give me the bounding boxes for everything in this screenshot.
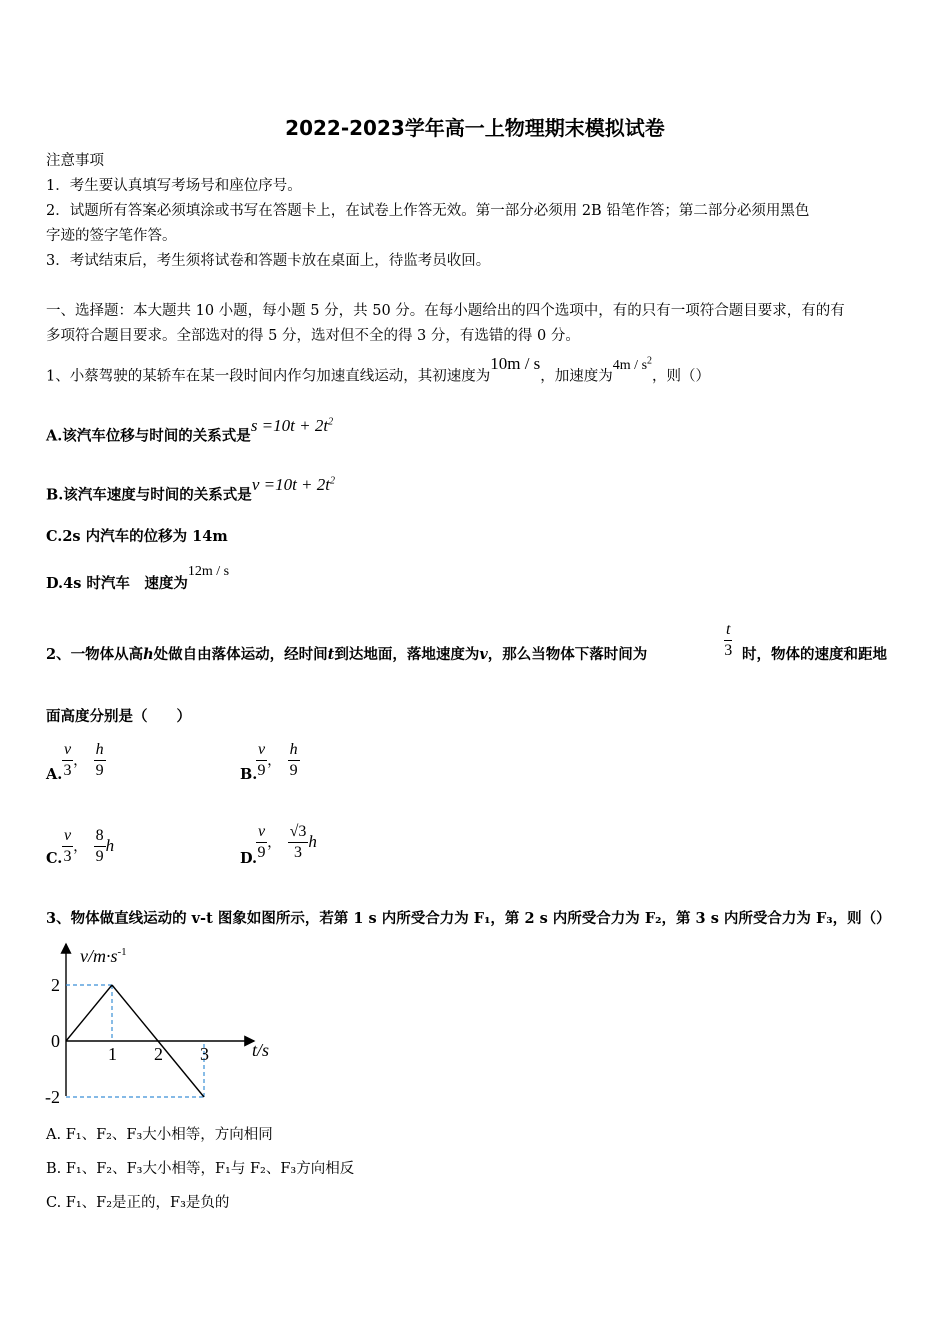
q1-acceleration: $4m / s^2$ — [612, 355, 653, 373]
page-title: 2022-2023学年高一上物理期末模拟试卷 — [285, 116, 665, 140]
q1-stem — [46, 353, 711, 390]
x-tick-label: 1 — [108, 1044, 117, 1064]
q2-option-b-label: B. — [240, 766, 258, 783]
q1-stem-b: ，加速度为 — [540, 368, 613, 385]
section-instructions-line-2: 多项符合题目要求。全部选对的得 5 分，选对但不全的得 3 分，有选错的得 0 分。 — [46, 328, 580, 344]
q1-option-a-formula: $s =10t + 2t^2$ — [250, 415, 334, 435]
notice-item-1: 1．考生要认真填写考场号和座位序号。 — [46, 178, 302, 194]
notice-heading: 注意事项 — [46, 153, 104, 169]
notice-item-2-line-1: 2．试题所有答案必须填涂或书写在答题卡上，在试卷上作答无效。第一部分必须用 2B 铅笔作答；第二部分必须用黑色 — [46, 203, 810, 219]
y-axis-label: $v/m\cdot s^{-1}$ — [80, 946, 127, 966]
vt-graph — [40, 938, 290, 1108]
x-tick-label: 2 — [154, 1044, 163, 1064]
q1-option-d: D.4s 时汽车 速度为12m / s — [46, 564, 230, 592]
x-tick-label: 3 — [200, 1044, 209, 1064]
q2-option-a-label: A. — [46, 766, 63, 783]
q1-stem-c: ，则（） — [652, 368, 711, 385]
q3-option-a: A. F₁、F₂、F₃大小相等，方向相同 — [46, 1127, 273, 1143]
section-instructions-line-1: 一、选择题：本大题共 10 小题，每小题 5 分，共 50 分。在每小题给出的四个选项中，有的只有一项符合题目要求，有的有 — [46, 303, 845, 319]
q3-option-c: C. F₁、F₂是正的，F₃是负的 — [46, 1195, 230, 1211]
y-tick-label: -2 — [45, 1087, 60, 1107]
y-tick-label: 0 — [51, 1031, 60, 1051]
q2-stem-line-1: 2、一物体从高h处做自由落体运动，经时间t到达地面，落地速度为v，那么当物体下落时间为 — [46, 646, 648, 663]
q3-option-b: B. F₁、F₂、F₃大小相等，F₁与 F₂、F₃方向相反 — [46, 1161, 355, 1177]
q2-time-fraction: $\frac{t}{3}$ — [724, 621, 733, 659]
q1-stem-a: 1、小蔡驾驶的某轿车在某一段时间内作匀加速直线运动，其初速度为 — [46, 368, 491, 385]
q2-stem-line-2: 面高度分别是（ ） — [46, 708, 191, 725]
q1-option-d-value: 12m / s — [187, 564, 230, 579]
q2-option-c: $\frac{v}{3}$ ， $\frac{8}{9}$ h — [63, 827, 115, 865]
q2-option-d-label: D. — [240, 850, 258, 867]
q1-option-b-formula: $v =10t + 2t^2$ — [251, 474, 335, 494]
y-tick-label: 2 — [51, 975, 60, 995]
series-segment — [158, 1041, 204, 1097]
x-axis-label: t/s — [252, 1040, 270, 1060]
q2-option-a: $\frac{v}{3}$ ， $\frac{h}{9}$ — [63, 741, 104, 779]
series-segment — [112, 985, 158, 1041]
notice-item-3: 3．考试结束后，考生须将试卷和答题卡放在桌面上，待监考员收回。 — [46, 253, 491, 269]
q3-stem: 3、物体做直线运动的 v-t 图象如图所示，若第 1 s 内所受合力为 F₁，第 2 s 内所受合力为 F₂，第 3 s 内所受合力为 F₃，则（） — [46, 910, 891, 927]
q1-initial-velocity: 10m / s — [490, 353, 541, 373]
q1-option-a: A.该汽车位移与时间的关系式是$s =10t + 2t^2$ — [46, 415, 334, 445]
q2-option-c-label: C. — [46, 850, 63, 867]
q2-stem-line-1-end: 时，物体的速度和距地 — [742, 646, 887, 663]
q1-option-c: C.2s 内汽车的位移为 14m — [46, 528, 228, 545]
q2-option-b: $\frac{v}{9}$ ， $\frac{h}{9}$ — [257, 741, 298, 779]
q1-option-b: B.该汽车速度与时间的关系式是$v =10t + 2t^2$ — [46, 474, 335, 504]
notice-item-2-line-2: 字迹的签字笔作答。 — [46, 228, 177, 244]
q2-option-d: $\frac{v}{9}$ ， $\frac{√3}{3}$ h — [257, 823, 317, 861]
series-segment — [66, 985, 112, 1041]
